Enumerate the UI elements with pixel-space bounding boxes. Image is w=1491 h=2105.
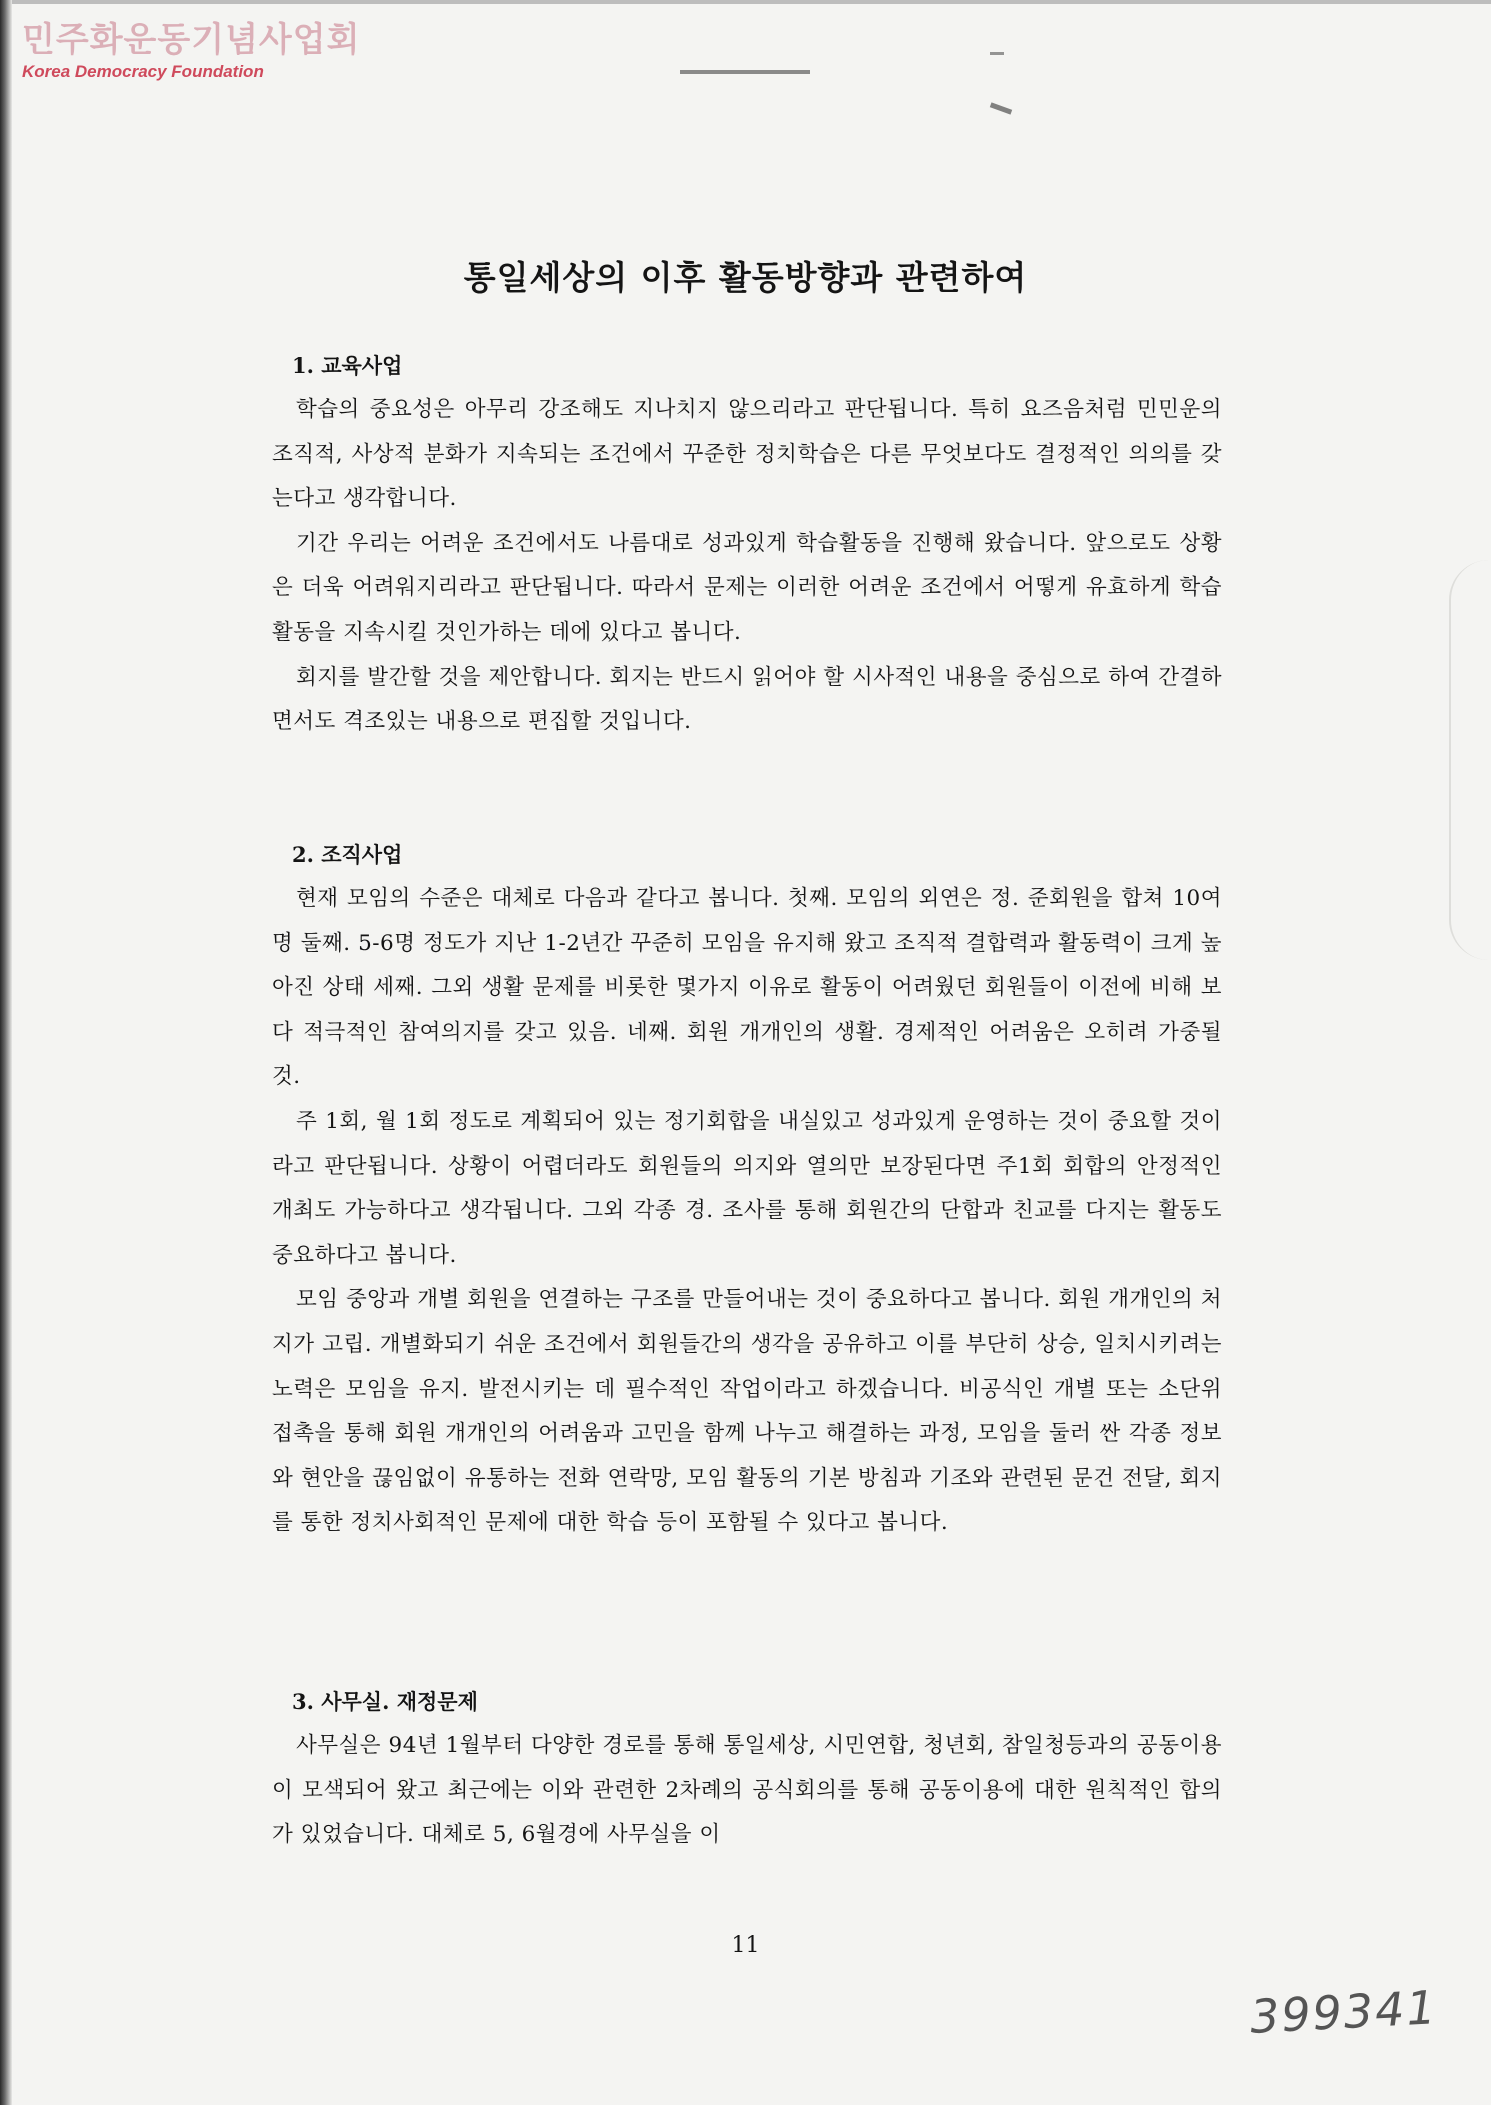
scan-top-edge [0, 0, 1491, 4]
section-organization [272, 833, 1222, 1546]
paragraph: 회지를 발간할 것을 제안합니다. 회지는 반드시 읽어야 할 시사적인 내용을 중심으로 하여 간결하면서도 격조있는 내용으로 편집할 것입니다. [272, 664, 1222, 735]
watermark-subtitle: Korea Democracy Foundation [22, 62, 264, 81]
section-heading: 2. 조직사업 [292, 842, 403, 867]
paragraph: 현재 모임의 수준은 대체로 다음과 같다고 봅니다. 첫째. 모임의 외연은 정. 준회원을 합쳐 10여 명 둘째. 5-6명 정도가 지난 1-2년간 꾸준히 모임을 유지해 왔고 조직적 결합력과 활동력이 크게 높아진 상태 세째. 그외 생활 문제를 비롯한 몇가지 이유로 활동이 어려웠던 회원들이 이전에 비해 보다 적극적인 참여의지를 갖고 있음. 네째. 회원 개개인의 생활. 경제적인 어려움은 오히려 가중될 것. [272, 886, 1222, 1090]
scan-speck [680, 70, 810, 74]
paragraph: 학습의 중요성은 아무리 강조해도 지나치지 않으리라고 판단됩니다. 특히 요즈음처럼 민민운의 조직적, 사상적 분화가 지속되는 조건에서 꾸준한 정치학습은 다른 무엇보다도 결정적인 의의를 갖는다고 생각합니다. [272, 397, 1222, 512]
handwritten-number: 399341 [1248, 1980, 1439, 2044]
section-office-finance [272, 1680, 1222, 1858]
document-title: 통일세상의 이후 활동방향과 관련하여 [463, 258, 1028, 297]
section-education [272, 344, 1222, 745]
section-heading: 1. 교육사업 [292, 353, 403, 378]
section-heading: 3. 사무실. 재정문제 [292, 1689, 478, 1714]
paragraph: 기간 우리는 어려운 조건에서도 나름대로 성과있게 학습활동을 진행해 왔습니다. 앞으로도 상황은 더욱 어려워지리라고 판단됩니다. 따라서 문제는 이러한 어려운 조건에서 어떻게 유효하게 학습활동을 지속시킬 것인가하는 데에 있다고 봅니다. [272, 530, 1222, 645]
paragraph: 주 1회, 월 1회 정도로 계획되어 있는 정기회합을 내실있고 성과있게 운영하는 것이 중요할 것이라고 판단됩니다. 상황이 어렵더라도 회원들의 의지와 열의만 보장된다면 주1회 회합의 안정적인 개최도 가능하다고 생각됩니다. 그외 각종 경. 조사를 통해 회원간의 단합과 친교를 다지는 활동도 중요하다고 봅니다. [272, 1108, 1222, 1268]
watermark-logo [22, 18, 360, 82]
scan-speck [990, 102, 1012, 114]
scan-left-edge [0, 0, 12, 2105]
page-curl-shadow [1449, 560, 1491, 960]
paragraph: 모임 중앙과 개별 회원을 연결하는 구조를 만들어내는 것이 중요하다고 봅니다. 회원 개개인의 처지가 고립. 개별화되기 쉬운 조건에서 회원들간의 생각을 공유하고 이를 부단히 상승, 일치시키려는 노력은 모임을 유지. 발전시키는 데 필수적인 작업이라고 하겠습니다. 비공식인 개별 또는 소단위 접촉을 통해 회원 개개인의 어려움과 고민을 함께 나누고 해결하는 과정, 모임을 둘러 싼 각종 정보와 현안을 끊임없이 유통하는 전화 연락망, 모임 활동의 기본 방침과 기조와 관련된 문건 전달, 회지를 통한 정치사회적인 문제에 대한 학습 등이 포함될 수 있다고 봅니다. [272, 1287, 1222, 1536]
page-number: 11 [731, 1933, 760, 1958]
paragraph: 사무실은 94년 1월부터 다양한 경로를 통해 통일세상, 시민연합, 청년회, 참일청등과의 공동이용이 모색되어 왔고 최근에는 이와 관련한 2차례의 공식회의를 통해 공동이용에 대한 원칙적인 합의가 있었습니다. 대체로 5, 6월경에 사무실을 이 [272, 1733, 1222, 1848]
watermark-title: 민주화운동기념사업회 [22, 20, 361, 60]
scan-speck [990, 52, 1004, 55]
